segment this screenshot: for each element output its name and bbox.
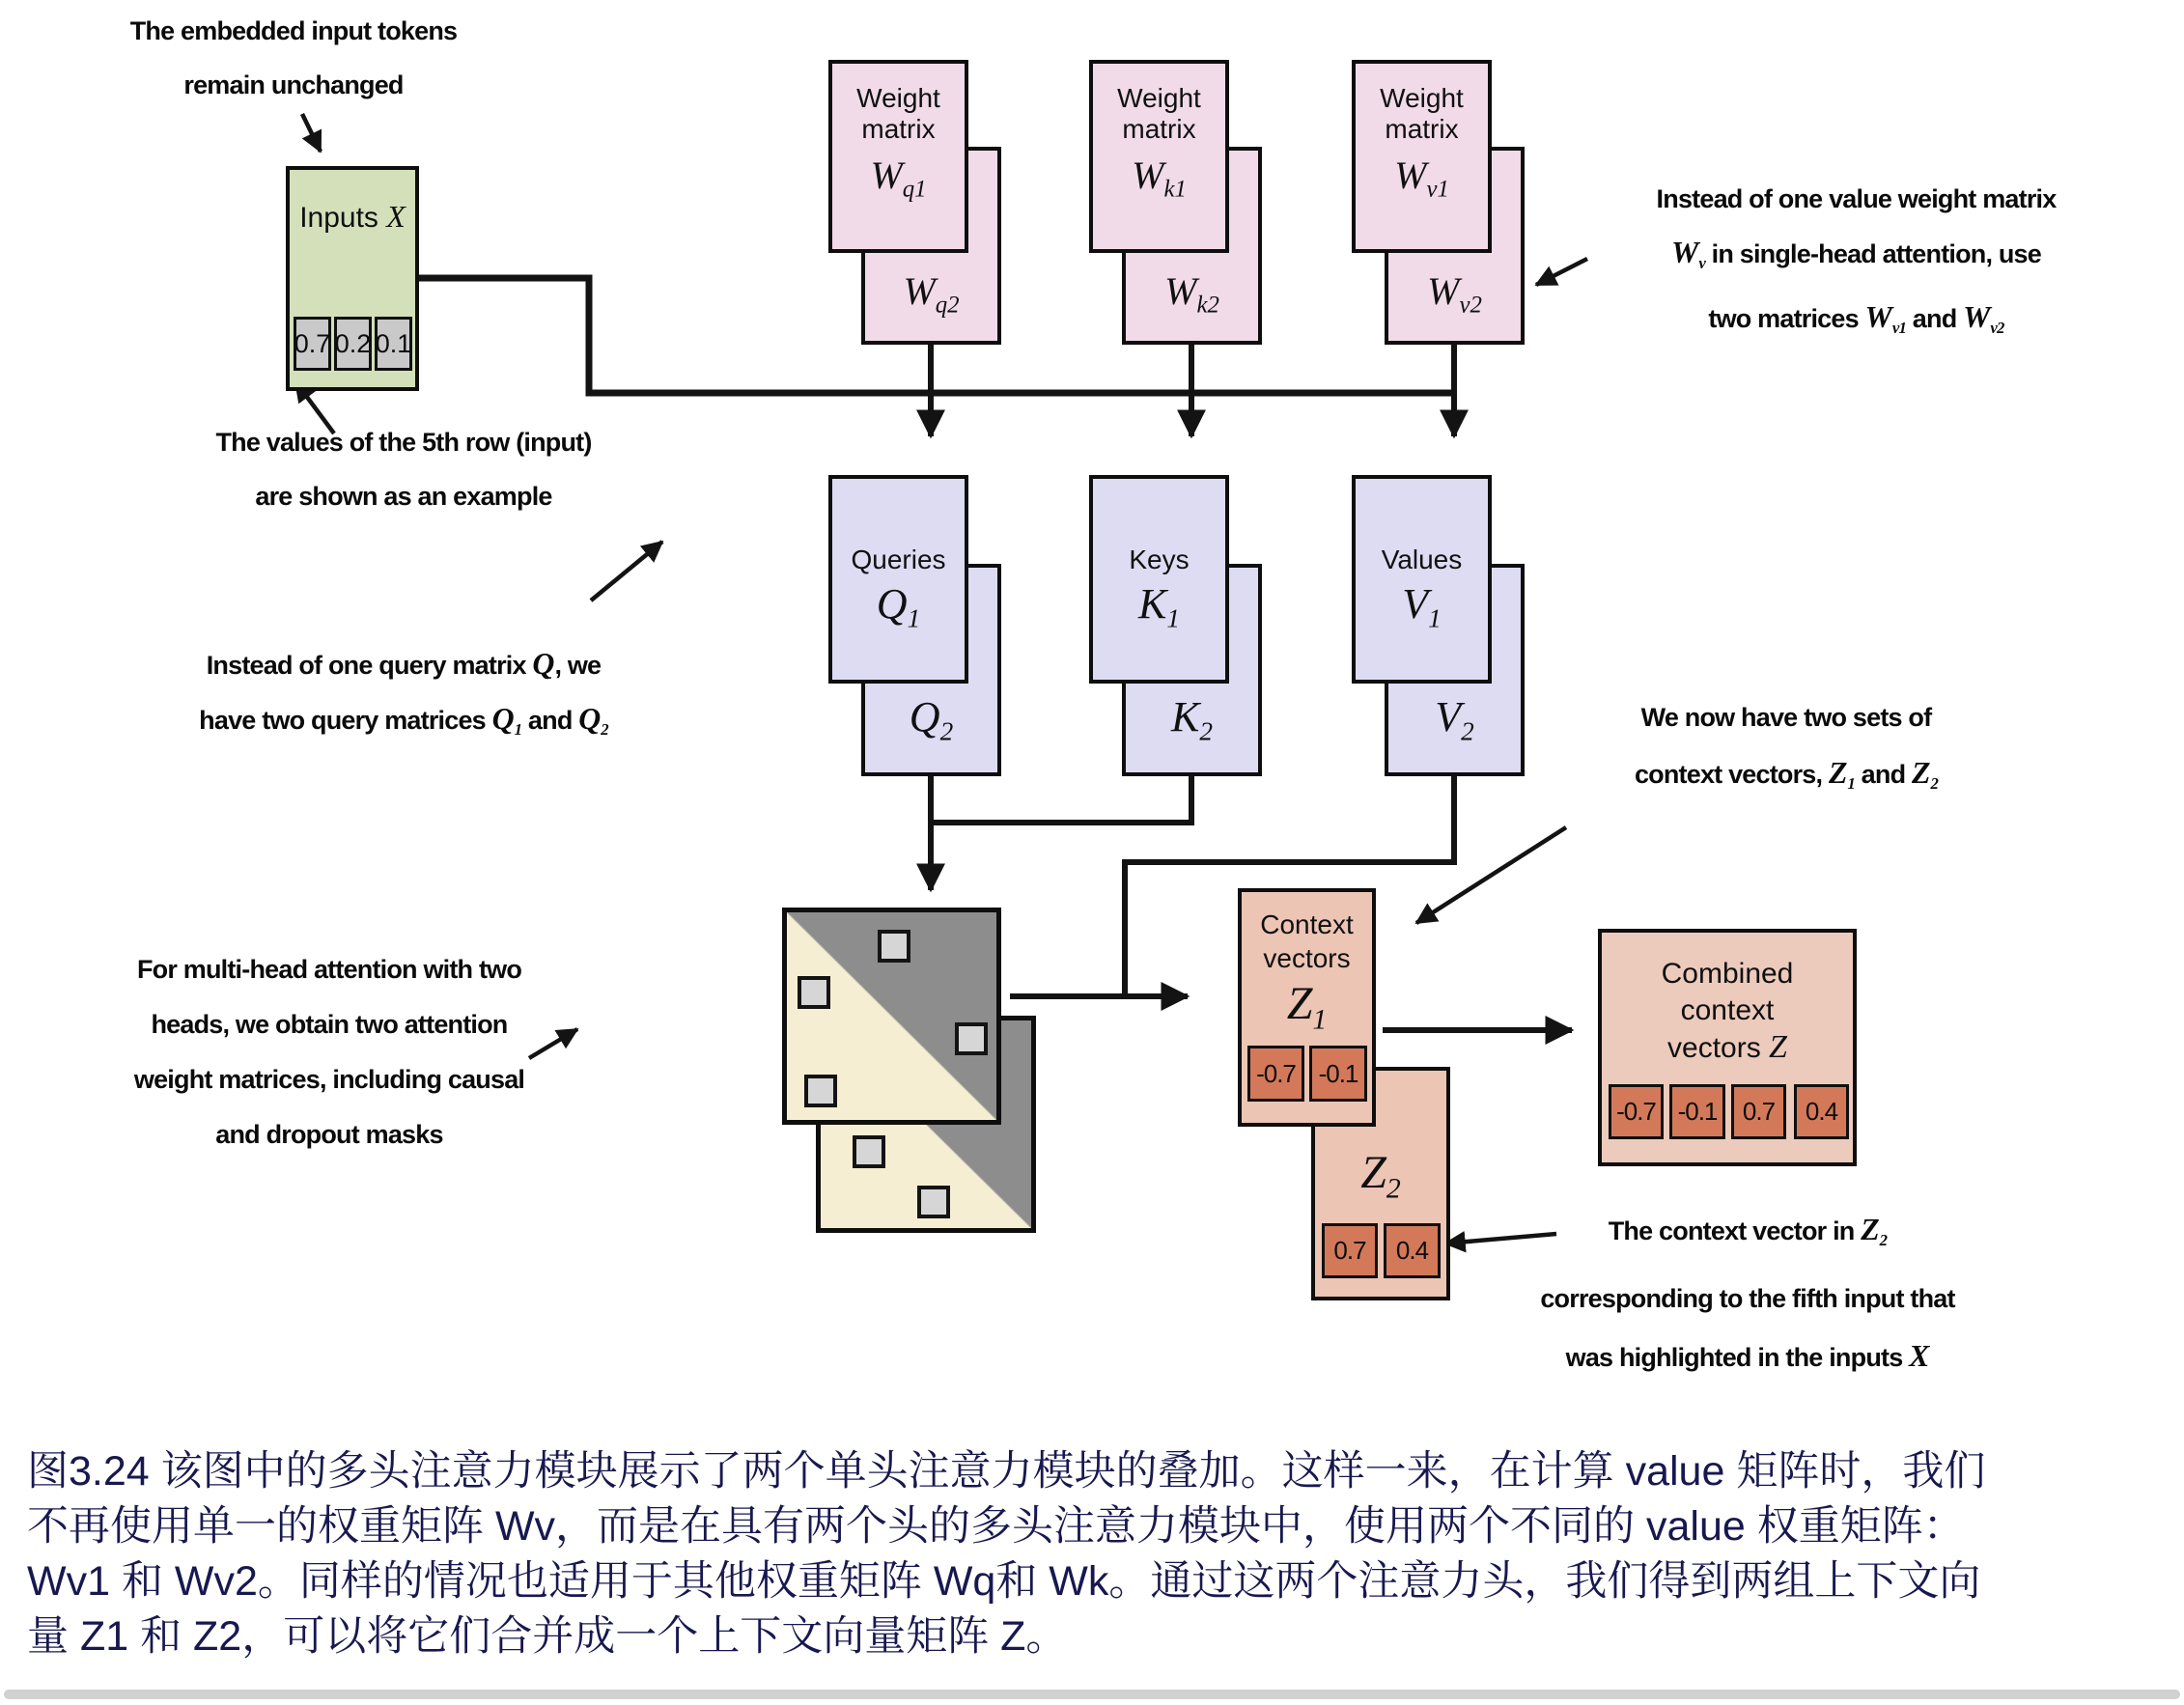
annotation-line: and dropout masks — [215, 1120, 443, 1149]
annotation-line: The values of the 5th row (input) — [215, 428, 592, 457]
caption-line: 图3.24 该图中的多头注意力模块展示了两个单头注意力模块的叠加。这样一来，在计算 value 矩阵时，我们 — [27, 1448, 1986, 1495]
annotation-line: remain unchanged — [183, 70, 404, 99]
annotation-line: heads, we obtain two attention — [151, 1010, 508, 1039]
annotation-line: was highlighted in the inputs X — [1565, 1338, 1930, 1373]
wq1-label: $W_{q1}$ — [870, 154, 927, 203]
caption-line: Wv1 和 Wv2。同样的情况也适用于其他权重矩阵 Wq和 Wk。通过这两个注意力头，我们得到两组上下文向 — [27, 1558, 1981, 1605]
weight-matrix-wv1-box — [1352, 60, 1492, 253]
context-z1-box — [1238, 888, 1376, 1127]
combined-z-caption: context — [1680, 994, 1775, 1026]
combined-z-box — [1598, 929, 1857, 1166]
wv2-label: $W_{v2}$ — [1427, 269, 1482, 319]
dropout-square — [798, 976, 830, 1009]
weight-matrix-caption: matrix — [1122, 114, 1196, 144]
annotation-line: context vectors, $Z_1$ and $Z_2$ — [1634, 756, 1939, 793]
annotation-line: Instead of one value weight matrix — [1656, 184, 2057, 213]
figure-caption — [27, 1444, 2163, 1664]
z1-label: $Z_1$ — [1286, 978, 1328, 1036]
annotation-line: are shown as an example — [255, 482, 552, 511]
line-k2-elbow — [934, 776, 1191, 823]
queries-label: Queries — [851, 545, 946, 574]
caption-line: 不再使用单一的权重矩阵 Wv，而是在具有两个头的多头注意力模块中，使用两个不同的 value 权重矩阵： — [27, 1503, 1965, 1550]
z2-cell: 0.7 — [1322, 1223, 1378, 1278]
annotation-line: Instead of one query matrix Q, we — [206, 647, 602, 681]
annotation-line: have two query matrices $Q_1$ and $Q_2$ — [199, 702, 608, 739]
wk2-label: $W_{k2}$ — [1164, 269, 1219, 319]
v1-label: $V_1$ — [1402, 580, 1442, 633]
z1-caption: Context — [1260, 909, 1354, 939]
annotation-z2-context — [1472, 1201, 2023, 1386]
input-cell: 0.7 — [294, 317, 331, 371]
combined-z-cell: 0.4 — [1794, 1084, 1849, 1139]
arrow-contextsets-to-z1 — [1416, 827, 1566, 923]
inputs-x-symbol: X — [386, 199, 406, 234]
arrow-valueweight-to-wv2 — [1536, 259, 1587, 285]
combined-z-caption: Combined — [1661, 958, 1794, 990]
annotation-multihead — [98, 942, 561, 1162]
v2-label: $V_2$ — [1435, 693, 1474, 746]
dropout-square — [955, 1022, 988, 1055]
k2-label: $K_2$ — [1171, 693, 1213, 746]
weight-matrix-wq1-box — [828, 60, 968, 253]
annotation-line: For multi-head attention with two — [136, 955, 522, 984]
dropout-square — [878, 930, 910, 963]
annotation-line: two matrices $W_{v1}$ and $W_{v2}$ — [1708, 299, 2004, 337]
horizontal-scrollbar[interactable] — [4, 1690, 2180, 1699]
combined-z-caption: vectors Z — [1667, 1029, 1787, 1065]
annotation-context-sets — [1564, 689, 2008, 812]
z2-cell: 0.4 — [1384, 1223, 1441, 1278]
annotation-line: corresponding to the fifth input that — [1540, 1283, 1955, 1313]
weight-matrix-caption: Weight — [1380, 83, 1464, 113]
values-label: Values — [1381, 545, 1463, 574]
z1-cell: -0.7 — [1247, 1046, 1304, 1102]
combined-z-cell: 0.7 — [1731, 1084, 1786, 1139]
k1-label: $K_1$ — [1138, 580, 1180, 633]
weight-matrix-wk1-box — [1089, 60, 1229, 253]
annotation-line: weight matrices, including causal — [133, 1065, 525, 1094]
weight-matrix-caption: matrix — [861, 114, 936, 144]
annotation-line: $W_v$ in single-head attention, use — [1670, 236, 2041, 272]
combined-z-cell: -0.1 — [1669, 1084, 1725, 1139]
annotation-line: The context vector in $Z_2$ — [1608, 1213, 1888, 1249]
keys-label: Keys — [1129, 545, 1190, 574]
dropout-square — [853, 1135, 885, 1168]
inputs-x-label: Inputs X — [299, 199, 406, 234]
arrow-queries-annotation — [591, 542, 662, 601]
dropout-square — [917, 1186, 950, 1218]
wk1-label: $W_{k1}$ — [1132, 154, 1187, 203]
keys-k1-box — [1089, 475, 1229, 684]
inputs-x-box — [286, 166, 419, 391]
annotation-embedded-tokens — [81, 4, 506, 112]
wv1-label: $W_{v1}$ — [1394, 154, 1449, 203]
annotation-line: The embedded input tokens — [129, 16, 458, 45]
weight-matrix-caption: Weight — [856, 83, 940, 113]
wq2-label: $W_{q2}$ — [903, 269, 960, 319]
input-cell: 0.2 — [334, 317, 372, 371]
q2-label: $Q_2$ — [909, 693, 954, 746]
arrow-embedded-to-inputs — [302, 114, 321, 152]
annotation-value-weight — [1588, 172, 2124, 355]
q1-label: $Q_1$ — [876, 580, 921, 633]
dropout-square — [804, 1075, 837, 1107]
z2-label: $Z_2$ — [1360, 1147, 1401, 1205]
annotation-line: We now have two sets of — [1640, 703, 1932, 732]
queries-q1-box — [828, 475, 968, 684]
values-v1-box — [1352, 475, 1492, 684]
z1-cell: -0.1 — [1309, 1046, 1367, 1102]
caption-line: 量 Z1 和 Z2，可以将它们合并成一个上下文向量矩阵 Z。 — [27, 1613, 1068, 1660]
weight-matrix-caption: matrix — [1385, 114, 1459, 144]
attention-mask-front — [782, 908, 1001, 1125]
annotation-two-queries — [124, 637, 684, 757]
combined-z-cell: -0.7 — [1609, 1084, 1664, 1139]
input-cell: 0.1 — [375, 317, 412, 371]
z1-caption: vectors — [1263, 943, 1351, 973]
annotation-fifth-row — [143, 415, 664, 523]
weight-matrix-caption: Weight — [1117, 83, 1201, 113]
